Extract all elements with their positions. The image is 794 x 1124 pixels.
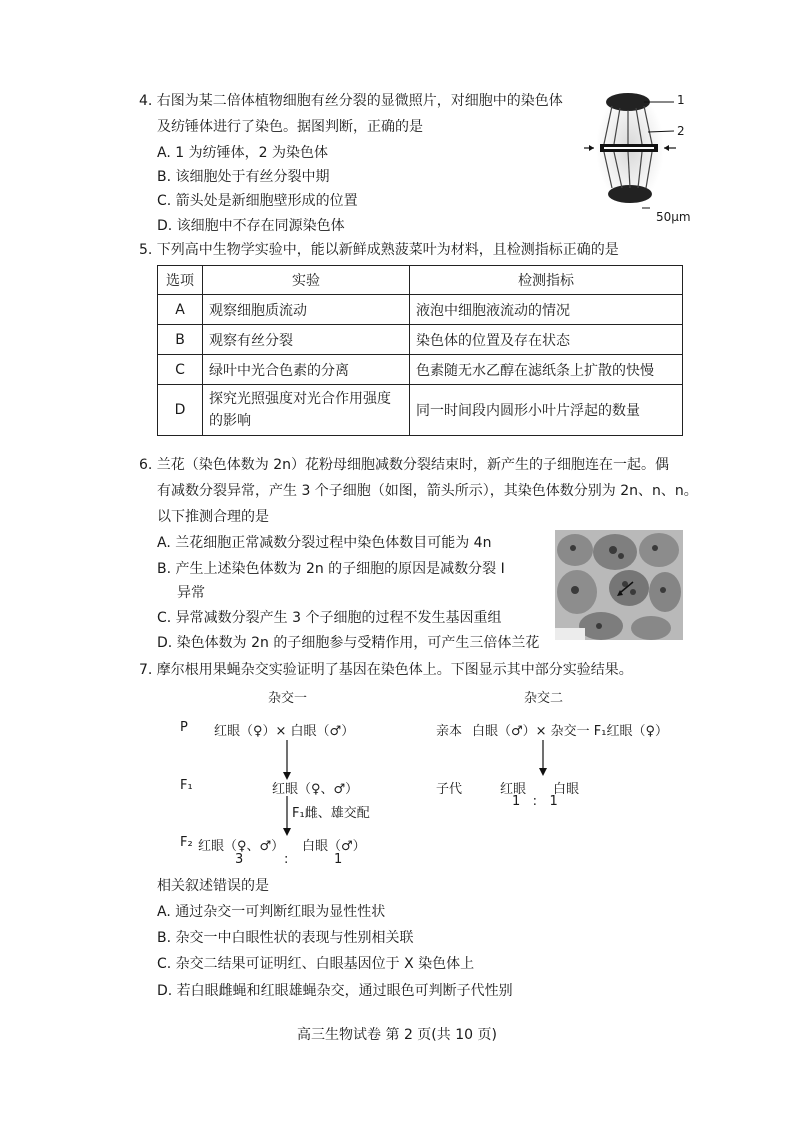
fig-label-1: 1	[677, 93, 685, 107]
table-cell-option: C	[158, 355, 203, 385]
down-arrow-icon	[282, 796, 292, 836]
q6-stem-line1: 6. 兰花（染色体数为 2n）花粉母细胞减数分裂结束时，新产生的子细胞连在一起。偶	[139, 457, 670, 473]
table-header-index: 检测指标	[410, 266, 683, 295]
cross2-red: 红眼	[500, 782, 527, 797]
table-cell-experiment: 观察细胞质流动	[203, 295, 410, 325]
q5-table	[157, 265, 683, 436]
cross1-mating: F₁雌、雄交配	[292, 806, 370, 821]
cross1-f2-white: 白眼（♂）	[302, 839, 366, 854]
table-cell-experiment: 探究光照强度对光合作用强度的影响	[209, 391, 391, 429]
table-cell-option: A	[158, 295, 203, 325]
table-row	[158, 325, 683, 355]
cross1-p-label: P	[180, 720, 188, 735]
q7-prompt: 相关叙述错误的是	[157, 878, 269, 894]
cross1-f2-label: F₂	[180, 835, 193, 850]
q7-option-d: D. 若白眼雌蝇和红眼雄蝇杂交，通过眼色可判断子代性别	[157, 983, 513, 999]
cross2-white: 白眼	[553, 782, 580, 797]
table-cell-experiment: 绿叶中光合色素的分离	[203, 355, 410, 385]
q6-option-b-line1: B. 产生上述染色体数为 2n 的子细胞的原因是减数分裂 Ⅰ	[157, 561, 505, 577]
q6-option-b-line2: 异常	[177, 585, 205, 601]
q4-stem-line1: 4. 右图为某二倍体植物细胞有丝分裂的显微照片，对细胞中的染色体	[139, 93, 563, 109]
mitosis-micrograph	[584, 86, 694, 226]
q6-option-c: C. 异常减数分裂产生 3 个子细胞的过程不发生基因重组	[157, 610, 502, 626]
cross1-p-cross: 红眼（♀）× 白眼（♂）	[214, 724, 355, 739]
q7-option-c: C. 杂交二结果可证明红、白眼基因位于 X 染色体上	[157, 956, 475, 972]
table-cell-option: B	[158, 325, 203, 355]
table-header-experiment: 实验	[203, 266, 410, 295]
cross1-f1-value: 红眼（♀、♂）	[272, 782, 359, 797]
table-cell-index: 液泡中细胞液流动的情况	[410, 295, 683, 325]
table-cell-option: D	[158, 385, 203, 436]
fig-label-2: 2	[677, 124, 685, 138]
q4-stem-line2: 及纺锤体进行了染色。据图判断，正确的是	[157, 119, 423, 135]
q4-option-c: C. 箭头处是新细胞壁形成的位置	[157, 193, 358, 209]
cross1-f1-label: F₁	[180, 778, 193, 793]
table-row	[158, 355, 683, 385]
table-row	[158, 385, 683, 436]
cross1-f2-red: 红眼（♀、♂）	[198, 839, 285, 854]
q6-stem-line2: 有减数分裂异常，产生 3 个子细胞（如图，箭头所示），其染色体数分别为 2n、n、n。	[157, 483, 698, 499]
cross2-parent-cross: 白眼（♂）× 杂交一 F₁红眼（♀）	[472, 724, 669, 739]
q4-option-d: D. 该细胞中不存在同源染色体	[157, 218, 345, 234]
cross1-ratio-right: 1	[334, 852, 343, 867]
orchid-cells-micrograph	[555, 530, 683, 640]
cross1-ratio-colon: :	[284, 852, 289, 867]
q7-option-a: A. 通过杂交一可判断红眼为显性性状	[157, 904, 386, 920]
table-cell-experiment: 观察有丝分裂	[203, 325, 410, 355]
q4-option-b: B. 该细胞处于有丝分裂中期	[157, 169, 330, 185]
table-cell-index: 同一时间段内圆形小叶片浮起的数量	[410, 385, 683, 436]
table-row	[158, 295, 683, 325]
cross2-parent-label: 亲本	[436, 724, 463, 739]
q5-stem: 5. 下列高中生物学实验中，能以新鲜成熟菠菜叶为材料，且检测指标正确的是	[139, 242, 619, 258]
cross1-ratio-left: 3	[235, 852, 244, 867]
table-cell-index: 染色体的位置及存在状态	[410, 325, 683, 355]
q6-option-a: A. 兰花细胞正常减数分裂过程中染色体数目可能为 4n	[157, 535, 492, 551]
table-header-option: 选项	[158, 266, 203, 295]
down-arrow-icon	[282, 740, 292, 780]
q6-option-d: D. 染色体数为 2n 的子细胞参与受精作用，可产生三倍体兰花	[157, 635, 540, 651]
cross2-title: 杂交二	[524, 691, 564, 706]
q6-stem-line3: 以下推测合理的是	[157, 509, 269, 525]
cross1-title: 杂交一	[268, 691, 308, 706]
scale-bar-label: 50μm	[656, 210, 691, 224]
q4-option-a: A. 1 为纺锤体，2 为染色体	[157, 145, 328, 161]
q7-stem: 7. 摩尔根用果蝇杂交实验证明了基因在染色体上。下图显示其中部分实验结果。	[139, 662, 633, 678]
cross2-offspring-label: 子代	[436, 782, 463, 797]
table-cell-index: 色素随无水乙醇在滤纸条上扩散的快慢	[410, 355, 683, 385]
page-footer: 高三生物试卷 第 2 页(共 10 页)	[297, 1027, 497, 1043]
down-arrow-icon	[538, 740, 548, 776]
cross2-ratio: 1 : 1	[512, 794, 558, 809]
q7-option-b: B. 杂交一中白眼性状的表现与性别相关联	[157, 930, 414, 946]
